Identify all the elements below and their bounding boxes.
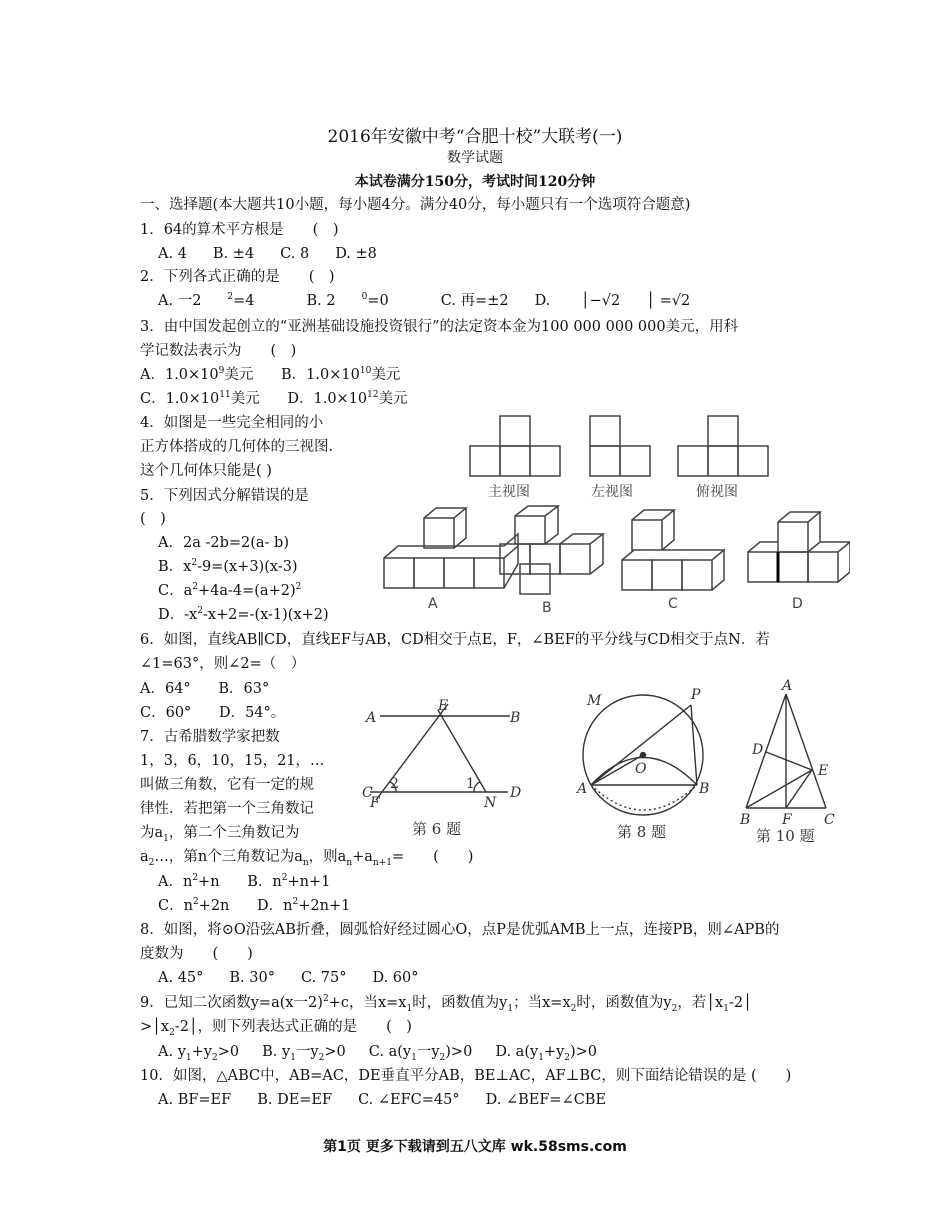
question-4-line1: 4．如图是一些完全相同的小 — [140, 415, 324, 431]
point-d-label: D — [752, 742, 764, 758]
figure-10 — [738, 678, 838, 848]
point-d-label: D — [510, 785, 522, 801]
option-a: A. 一2 $^2$=4 — [158, 292, 255, 309]
question-2-options — [158, 292, 742, 310]
solid-c-label: C — [668, 596, 678, 612]
question-1-options — [158, 245, 403, 263]
point-b-label: B — [740, 812, 751, 828]
question-4-line2: 正方体搭成的几何体的三视图. — [140, 439, 334, 455]
option-a: A. 4 — [158, 246, 187, 262]
three-views-figure — [370, 412, 850, 624]
question-6-options-cd: C．60° D．54°。 — [140, 705, 286, 721]
solid-c — [622, 510, 724, 590]
question-10: 10．如图，△ABC中，AB=AC，DE垂直平分AB，BE⊥AC，AF⊥BC，则下面结论错误的是 ( ) — [140, 1068, 792, 1084]
point-b-label: B — [699, 781, 710, 797]
question-8-line2: 度数为 ( ) — [140, 946, 253, 962]
question-2: 2．下列各式正确的是 ( ) — [140, 269, 335, 285]
point-p-label: P — [691, 687, 701, 703]
point-o-label: O — [635, 761, 647, 777]
solid-a — [384, 508, 518, 588]
option-b: B. 2 $^0$=0 — [306, 292, 389, 309]
point-e-label: E — [438, 698, 449, 714]
figure-6-caption: 第 6 题 — [412, 820, 462, 838]
point-n-label: N — [484, 795, 497, 811]
option-b: B. ±4 — [212, 246, 255, 262]
question-1: 1．64的算术平方根是 ( ) — [140, 222, 339, 238]
question-7-line4: 律性．若把第一个三角数记 — [140, 801, 314, 817]
question-8-line1: 8．如图，将⊙O沿弦AB折叠，圆弧恰好经过圆心O，点P是优弧AMB上一点，连接PB，则∠APB的 — [140, 922, 780, 938]
question-7-line5: 为$a_1$，第二个三角数记为 — [140, 825, 300, 844]
question-6-line1: 6．如图，直线AB∥CD，直线EF与AB，CD相交于点E，F，∠BEF的平分线与CD相交于点N．若 — [140, 632, 770, 648]
figure-8 — [573, 685, 723, 845]
page-footer: 第1页 更多下载请到五八文库 wk.58sms.com — [323, 1139, 627, 1155]
point-f-label: F — [370, 795, 380, 811]
option-d: D．$-x^2-x+2=-(x-1)(x+2)$ — [158, 606, 329, 623]
option-d: D. ±8 — [335, 246, 377, 262]
page-subtitle: 数学试题 — [447, 150, 503, 166]
solid-b-label: B — [542, 600, 552, 616]
option-d: D. │−√2 │ =√2 — [534, 293, 691, 309]
figure-6 — [362, 694, 537, 844]
front-view — [470, 416, 560, 476]
option-d: D．$1.0\times 10^{12}$美元 — [287, 390, 408, 407]
question-9-options: A. $y_1+y_2>0$ B. $y_1$一$y_2>0$ C. $a(y_1$一$y_2)>0$ D. $a(y_1+y_2)>0$ — [158, 1044, 598, 1063]
question-7-line6: $a_2\dots$，第n个三角数记为$a_n$，则$a_n+a_{n+1}=$ ( ) — [140, 849, 474, 868]
question-7-line3: 叫做三角数，它有一定的规 — [140, 777, 314, 793]
solid-a-label: A — [428, 596, 438, 612]
left-view-label: 左视图 — [591, 484, 633, 500]
front-view-label: 主视图 — [488, 484, 530, 500]
solid-b — [500, 506, 603, 594]
angle-2-label: 2 — [390, 776, 399, 792]
figure-10-caption: 第 10 题 — [756, 827, 815, 845]
point-c-label: C — [362, 785, 373, 801]
question-4-line3: 这个几何体只能是( ) — [140, 463, 272, 479]
question-3-line2: 学记数法表示为 ( ) — [140, 343, 297, 359]
question-3-options-ab — [140, 366, 400, 384]
question-5-line1: 5．下列因式分解错误的是 — [140, 488, 309, 504]
point-f-label: F — [782, 812, 792, 828]
question-5-line2: ( ) — [140, 511, 166, 527]
section-heading: 一、选择题(本大题共10小题，每小题4分。满分40分，每小题只有一个选项符合题意) — [140, 197, 691, 213]
question-9-line1: 9．已知二次函数y=a(x一2)$^2$+c，当$x=x_1$时，函数值为$y_1$；当$x=x_2$时，函数值为$y_2$，若$│x_1-2│$ — [140, 994, 752, 1014]
question-7-options-ab: A．$n^2+n$ B．$n^2+n+1$ — [158, 873, 331, 890]
question-3-line1: 3．由中国发起创立的“亚洲基础设施投资银行”的法定资本金为100 000 000 000美元，用科 — [140, 319, 739, 335]
page-title: 2016年安徽中考“合肥十校”大联考(一) — [327, 127, 623, 147]
option-c: C．$a^2+4a-4=(a+2)^2$ — [158, 582, 302, 599]
question-8-options: A. 45° B. 30° C. 75° D. 60° — [158, 970, 419, 986]
option-c: C．$1.0\times 10^{11}$美元 — [140, 390, 260, 407]
solid-d — [748, 512, 850, 582]
point-a-label: A — [577, 781, 588, 797]
option-c: C. 再=±2 — [440, 293, 509, 309]
option-a: A．$1.0\times 10^9$美元 — [140, 366, 254, 383]
top-view — [678, 416, 768, 476]
option-b: B．$x^2-9=(x+3)(x-3)$ — [158, 558, 298, 575]
question-7-line2: 1，3，6，10，15，21，… — [140, 753, 325, 769]
point-c-label: C — [824, 812, 835, 828]
question-6-line2: ∠1=63°，则∠2=（ ） — [140, 656, 306, 672]
point-a-label: A — [366, 710, 377, 726]
solid-d-label: D — [792, 596, 803, 612]
exam-info: 本试卷满分150分，考试时间120分钟 — [354, 174, 596, 190]
option-a: A．2a -2b=2(a- b) — [158, 535, 289, 551]
point-a-label: A — [782, 678, 793, 694]
point-b-label: B — [510, 710, 521, 726]
option-b: B．$1.0\times 10^{10}$美元 — [281, 366, 401, 383]
question-7-options-cd: C．$n^2+2n$ D．$n^2+2n+1$ — [158, 897, 351, 914]
option-c: C. 8 — [280, 246, 310, 262]
figure-8-caption: 第 8 题 — [617, 823, 667, 841]
question-3-options-cd — [140, 390, 408, 408]
top-view-label: 俯视图 — [696, 484, 738, 500]
question-6-options-ab: A．64° B．63° — [140, 681, 270, 697]
point-m-label: M — [587, 693, 602, 709]
point-e-label: E — [818, 763, 829, 779]
left-view — [590, 416, 650, 476]
question-7-line1: 7．古希腊数学家把数 — [140, 729, 280, 745]
question-9-line2: $>│x_2-2│$，则下列表达式正确的是 ( ) — [140, 1019, 412, 1038]
question-10-options: A. BF=EF B. DE=EF C. ∠EFC=45° D. ∠BEF=∠CBE — [158, 1092, 607, 1108]
angle-1-label: 1 — [466, 776, 475, 792]
